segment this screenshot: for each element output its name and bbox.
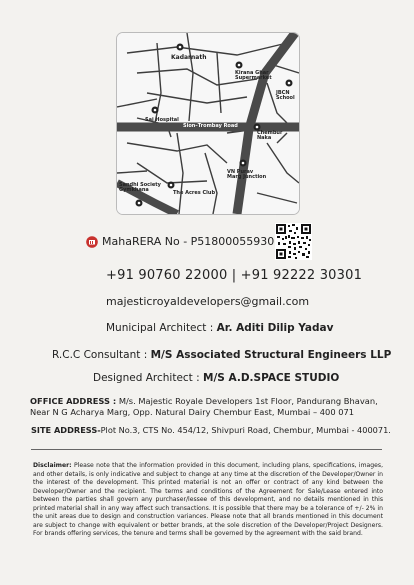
office-address xyxy=(30,396,390,418)
designed-architect-value: M/S A.D.SPACE STUDIO xyxy=(203,372,340,384)
phone-numbers: +91 90760 22000 | +91 92222 30301 xyxy=(106,268,363,283)
map-label-sai: Sai Hospital xyxy=(145,117,179,123)
municipal-architect-value: Ar. Aditi Dilip Yadav xyxy=(216,322,334,334)
site-address-text: Plot No.3, CTS No. 454/12, Shivpuri Road, Chembur, Mumbai - 400071. xyxy=(100,425,391,435)
designed-architect-line xyxy=(93,372,339,384)
disclaimer-label: Disclaimer: xyxy=(33,462,72,469)
office-address-text: M/s. Majestic Royale Developers 1st Floor, Pandurang Bhavan, Near N G Acharya Marg, Opp. Natural Dairy Chembur East, Mumbai – 400 071 xyxy=(30,396,378,417)
map-label-gymkhana: Sandhi Society Gymkhana xyxy=(119,182,161,193)
map-label-kadarnath: Kadarnath xyxy=(171,54,207,61)
map-label-kirana: Kirana Ghar Supermarket xyxy=(235,70,272,81)
map-label-vnp: VN Purav Marg Junction xyxy=(227,169,267,180)
disclaimer xyxy=(33,462,383,539)
email-address: majesticroyaldevelopers@gmail.com xyxy=(106,295,310,308)
municipal-architect-label: Municipal Architect : xyxy=(106,322,214,334)
maharera-logo-icon xyxy=(86,236,98,248)
location-map xyxy=(116,32,300,215)
rcc-consultant-line xyxy=(52,349,391,361)
rera-number: MahaRERA No - P51800055930 xyxy=(102,235,275,248)
rcc-consultant-value: M/S Associated Structural Engineers LLP xyxy=(150,349,392,361)
municipal-architect-line xyxy=(106,322,333,334)
designed-architect-label: Designed Architect : xyxy=(93,372,200,384)
map-label-sion: Sion–Trombay Road xyxy=(183,123,238,129)
rera-line xyxy=(86,235,274,248)
site-address xyxy=(31,425,401,435)
site-address-label: SITE ADDRESS- xyxy=(31,425,101,435)
map-label-acres: The Acres Club xyxy=(173,190,216,196)
map-label-jbcn: JBCN School xyxy=(276,90,295,101)
map-label-chembur: Chembur Naka xyxy=(257,130,283,141)
disclaimer-text: Please note that the information provided in this document, including plans, specifications, images, and other details, is only indicative and subject to change at any time at the discretion of the Developer/Owner in the interest of the development. This printed material is not an offer or contract of any kind between the Developer/Owner and the recipient. The terms and conditions of the Agreement for Sale/Lease entered into between the parties shall govern any purchaser/lessee of this development, and no details mentioned in this printed material shall in any way affect such transactions. It is possible that there may be a tolerance of +/- 2% in the unit areas due to design and construction variances. Please note that all brands mentioned in this document are subject to change with equivalent or better brands, at the sole discretion of the Developer/Project Designers. For brands offering services, the tenure and terms shall be governed by the agreement with the said brand. xyxy=(33,462,384,537)
divider xyxy=(31,449,382,450)
office-address-label: OFFICE ADDRESS : xyxy=(30,396,117,406)
rcc-consultant-label: R.C.C Consultant : xyxy=(52,349,148,361)
qr-code-icon xyxy=(275,223,312,260)
